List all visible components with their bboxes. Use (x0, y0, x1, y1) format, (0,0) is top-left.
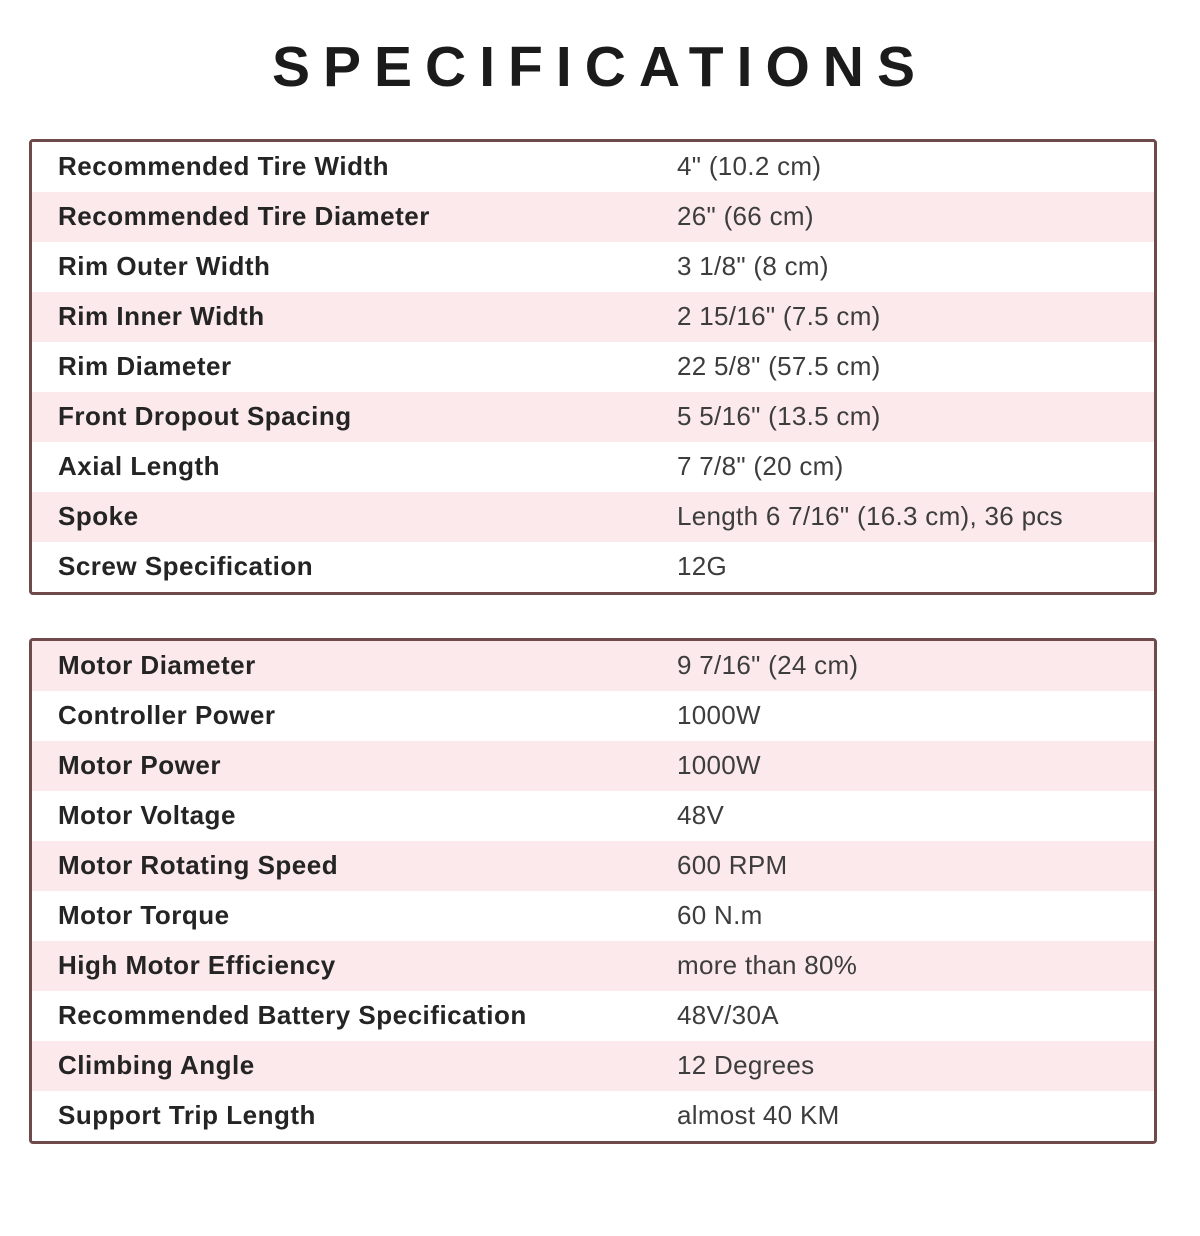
spec-value: 2 15/16" (7.5 cm) (677, 301, 881, 332)
spec-label: Recommended Tire Width (58, 151, 389, 182)
spec-label: Rim Outer Width (58, 251, 271, 282)
spec-value: 12 Degrees (677, 1050, 815, 1081)
spec-label: Front Dropout Spacing (58, 401, 352, 432)
spec-value: 22 5/8" (57.5 cm) (677, 351, 881, 382)
spec-value: Length 6 7/16" (16.3 cm), 36 pcs (677, 501, 1063, 532)
spec-value: 12G (677, 551, 728, 582)
spec-row-motor-diameter (32, 641, 1154, 691)
spec-value: almost 40 KM (677, 1100, 840, 1131)
spec-row-support-trip-length (32, 1091, 1154, 1141)
spec-value: 48V (677, 800, 725, 831)
spec-label: Recommended Tire Diameter (58, 201, 430, 232)
spec-row-motor-torque (32, 891, 1154, 941)
spec-label: Screw Specification (58, 551, 314, 582)
spec-label: Recommended Battery Specification (58, 1000, 527, 1031)
spec-label: Support Trip Length (58, 1100, 316, 1131)
spec-value: 48V/30A (677, 1000, 779, 1031)
spec-label: Controller Power (58, 700, 276, 731)
spec-row-motor-rotating-speed (32, 841, 1154, 891)
spec-row-rim-inner-width (32, 292, 1154, 342)
spec-row-rim-diameter (32, 342, 1154, 392)
spec-value: 600 RPM (677, 850, 788, 881)
spec-label: Motor Diameter (58, 650, 256, 681)
spec-row-front-dropout-spacing (32, 392, 1154, 442)
spec-label: Motor Rotating Speed (58, 850, 339, 881)
spec-value: 7 7/8" (20 cm) (677, 451, 844, 482)
spec-row-recommended-battery-specification (32, 991, 1154, 1041)
wheel-specifications-table (29, 139, 1157, 595)
spec-row-recommended-tire-diameter (32, 192, 1154, 242)
spec-value: more than 80% (677, 950, 858, 981)
spec-row-climbing-angle (32, 1041, 1154, 1091)
motor-specifications-table (29, 638, 1157, 1144)
spec-row-screw-specification (32, 542, 1154, 592)
spec-row-motor-power (32, 741, 1154, 791)
spec-value: 60 N.m (677, 900, 763, 931)
spec-label: High Motor Efficiency (58, 950, 336, 981)
spec-value: 1000W (677, 700, 761, 731)
spec-row-controller-power (32, 691, 1154, 741)
spec-label: Rim Inner Width (58, 301, 265, 332)
spec-value: 4" (10.2 cm) (677, 151, 822, 182)
spec-value: 3 1/8" (8 cm) (677, 251, 829, 282)
page-title: SPECIFICATIONS (272, 35, 928, 99)
spec-row-axial-length (32, 442, 1154, 492)
spec-label: Spoke (58, 501, 139, 532)
spec-value: 5 5/16" (13.5 cm) (677, 401, 881, 432)
spec-value: 26" (66 cm) (677, 201, 814, 232)
spec-label: Motor Voltage (58, 800, 236, 831)
spec-row-motor-voltage (32, 791, 1154, 841)
spec-label: Motor Torque (58, 900, 230, 931)
spec-row-rim-outer-width (32, 242, 1154, 292)
spec-row-recommended-tire-width (32, 142, 1154, 192)
spec-label: Rim Diameter (58, 351, 232, 382)
spec-value: 9 7/16" (24 cm) (677, 650, 859, 681)
spec-row-spoke (32, 492, 1154, 542)
spec-row-high-motor-efficiency (32, 941, 1154, 991)
spec-label: Motor Power (58, 750, 221, 781)
spec-value: 1000W (677, 750, 761, 781)
spec-label: Climbing Angle (58, 1050, 255, 1081)
spec-label: Axial Length (58, 451, 221, 482)
